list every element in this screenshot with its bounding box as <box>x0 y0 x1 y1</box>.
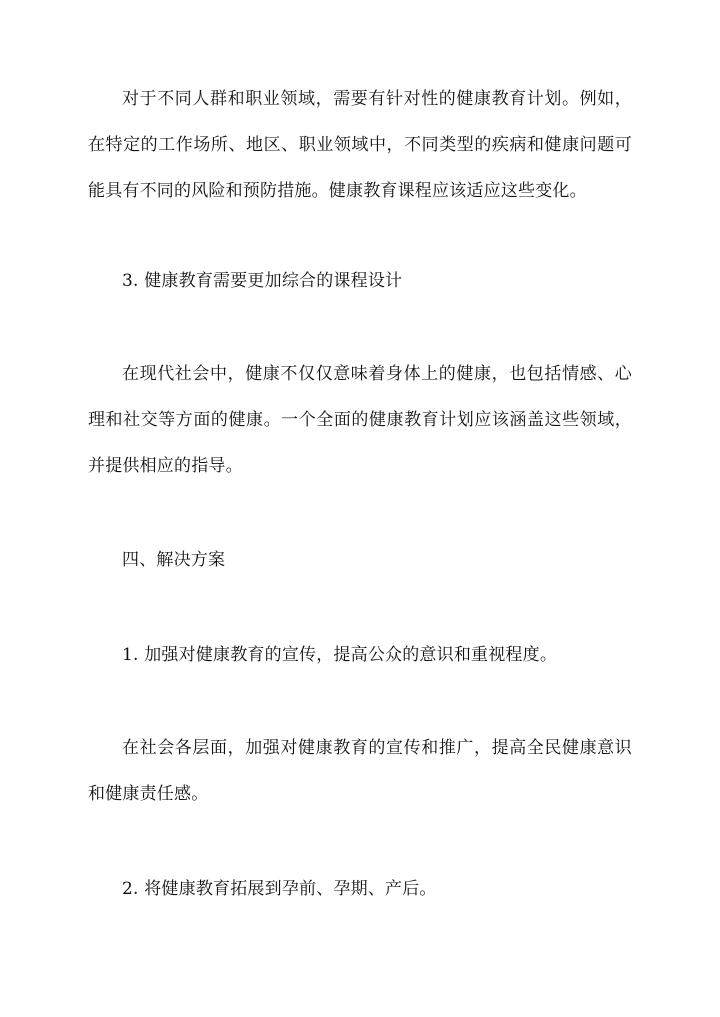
paragraph-publicity-detail: 在社会各层面，加强对健康教育的宣传和推广，提高全民健康意识和健康责任感。 <box>88 738 632 804</box>
section-heading-solutions: 四、解决方案 <box>122 550 226 570</box>
heading-strengthen-publicity: 1. 加强对健康教育的宣传，提高公众的意识和重视程度。 <box>122 645 558 665</box>
heading-comprehensive-curriculum: 3. 健康教育需要更加综合的课程设计 <box>122 271 403 291</box>
paragraph-holistic-health: 在现代社会中，健康不仅仅意味着身体上的健康，也包括情感、心理和社交等方面的健康。一个全面的健康教育计划应该涵盖这些领域，并提供相应的指导。 <box>88 364 632 476</box>
heading-prenatal-extension: 2. 将健康教育拓展到孕前、孕期、产后。 <box>122 879 437 899</box>
paragraph-targeted-education: 对于不同人群和职业领域，需要有针对性的健康教育计划。例如，在特定的工作场所、地区、职业领域中，不同类型的疾病和健康问题可能具有不同的风险和预防措施。健康教育课程应该适应这些变化。 <box>88 89 632 201</box>
